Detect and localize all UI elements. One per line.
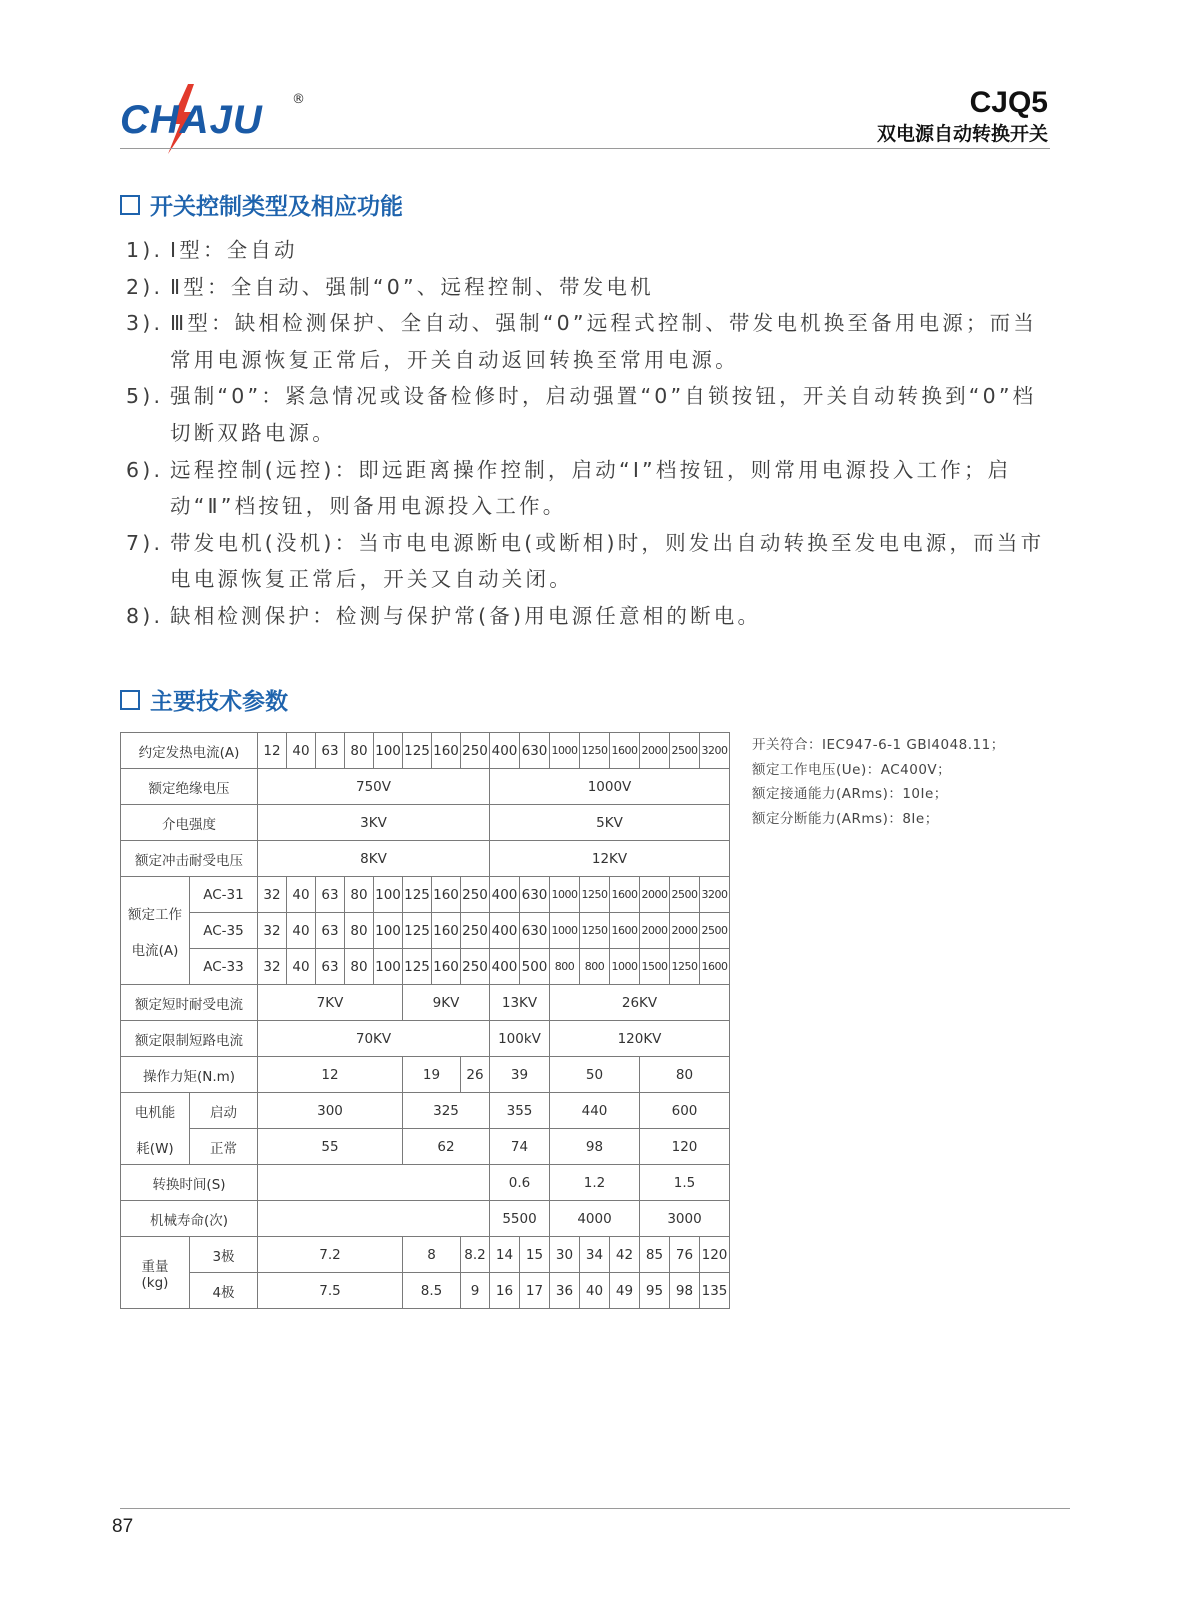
table-cell: 63 xyxy=(316,877,345,913)
table-row xyxy=(121,1021,730,1057)
table-cell: 3KV xyxy=(258,805,490,841)
table-cell: 76 xyxy=(670,1237,700,1273)
item-number: 3). xyxy=(126,311,164,336)
table-cell: 30 xyxy=(550,1237,580,1273)
model-number: CJQ5 xyxy=(969,86,1048,119)
table-cell: 8.2 xyxy=(461,1237,490,1273)
table-row xyxy=(121,1273,730,1309)
table-cell: 80 xyxy=(345,877,374,913)
table-cell: 50 xyxy=(550,1057,640,1093)
table-cell: 250 xyxy=(461,877,490,913)
table-cell: 19 xyxy=(403,1057,461,1093)
registered-mark: ® xyxy=(292,92,305,107)
table-cell: 100 xyxy=(374,913,403,949)
row-label: 额定绝缘电压 xyxy=(121,769,258,805)
sub-label: 启动 xyxy=(190,1093,258,1129)
table-cell: 1000 xyxy=(550,877,580,913)
table-cell: 125 xyxy=(403,877,432,913)
list-item xyxy=(126,598,1046,635)
table-cell: 4000 xyxy=(550,1201,640,1237)
table-cell: 630 xyxy=(520,877,550,913)
table-cell: 800 xyxy=(580,949,610,985)
brand-logo xyxy=(120,84,320,154)
table-cell: 2500 xyxy=(670,877,700,913)
label-line: 耗(W) xyxy=(136,1140,174,1157)
note-line: 开关符合：IEC947-6-1 GBl4048.11； xyxy=(752,737,1005,753)
table-cell: 55 xyxy=(258,1129,403,1165)
table-cell: 100 xyxy=(374,949,403,985)
item-text: 缺相检测保护：检测与保护常(备)用电源任意相的断电。 xyxy=(170,603,762,628)
table-cell: 750V xyxy=(258,769,490,805)
row-label: 额定冲击耐受电压 xyxy=(121,841,258,877)
table-cell: 120KV xyxy=(550,1021,730,1057)
table-cell: 2000 xyxy=(670,913,700,949)
table-cell: 3200 xyxy=(700,733,730,769)
table-cell: 63 xyxy=(316,913,345,949)
table-cell: 1.2 xyxy=(550,1165,640,1201)
label-line: (kg) xyxy=(141,1274,169,1291)
sub-label: 4极 xyxy=(190,1273,258,1309)
table-cell: 1250 xyxy=(580,913,610,949)
table-cell: 250 xyxy=(461,733,490,769)
item-number: 5). xyxy=(126,384,164,409)
header-divider xyxy=(120,148,1050,149)
item-number: 8). xyxy=(126,603,164,628)
table-cell: 100kV xyxy=(490,1021,550,1057)
table-cell: 62 xyxy=(403,1129,490,1165)
table-cell: 1000 xyxy=(550,733,580,769)
table-cell: 42 xyxy=(610,1237,640,1273)
table-cell: 1600 xyxy=(610,733,640,769)
table-cell: 400 xyxy=(490,949,520,985)
table-cell: 3200 xyxy=(700,877,730,913)
table-cell: 160 xyxy=(432,877,461,913)
table-cell: 2000 xyxy=(640,877,670,913)
table-cell: 1000 xyxy=(610,949,640,985)
row-label xyxy=(121,1093,190,1165)
table-cell: 49 xyxy=(610,1273,640,1309)
list-item xyxy=(126,305,1046,378)
table-cell: 32 xyxy=(258,877,287,913)
table-cell: 100 xyxy=(374,877,403,913)
table-cell: 400 xyxy=(490,733,520,769)
table-cell: 26KV xyxy=(550,985,730,1021)
table-cell: 40 xyxy=(287,949,316,985)
table-cell xyxy=(258,1165,490,1201)
table-cell: 7.2 xyxy=(258,1237,403,1273)
table-cell: 2000 xyxy=(640,913,670,949)
table-cell: 98 xyxy=(670,1273,700,1309)
section-title-specs xyxy=(120,683,288,716)
table-cell: 1000 xyxy=(550,913,580,949)
table-row xyxy=(121,985,730,1021)
table-cell: 160 xyxy=(432,949,461,985)
table-cell: 17 xyxy=(520,1273,550,1309)
label-line: 电机能 xyxy=(134,1104,176,1121)
table-cell: 95 xyxy=(640,1273,670,1309)
table-row xyxy=(121,1093,730,1129)
table-cell: 85 xyxy=(640,1237,670,1273)
table-cell: 12 xyxy=(258,1057,403,1093)
sub-label: AC-33 xyxy=(190,949,258,985)
logo-text: CHAJU xyxy=(120,98,263,142)
table-cell: 1250 xyxy=(670,949,700,985)
table-cell: 12KV xyxy=(490,841,730,877)
table-cell: 3000 xyxy=(640,1201,730,1237)
table-cell: 5KV xyxy=(490,805,730,841)
table-cell: 8 xyxy=(403,1237,461,1273)
table-cell: 1500 xyxy=(640,949,670,985)
item-text: 远程控制(远控)：即远距离操作控制，启动“Ⅰ”档按钮，则常用电源投入工作；启动“Ⅱ”档按钮，则备用电源投入工作。 xyxy=(170,457,1012,519)
list-item xyxy=(126,378,1046,451)
table-cell: 13KV xyxy=(490,985,550,1021)
table-cell: 250 xyxy=(461,949,490,985)
list-item xyxy=(126,452,1046,525)
table-cell: 120 xyxy=(640,1129,730,1165)
row-label: 转换时间(S) xyxy=(121,1165,258,1201)
sub-label: 正常 xyxy=(190,1129,258,1165)
list-item xyxy=(126,525,1046,598)
table-cell: 0.6 xyxy=(490,1165,550,1201)
label-line: 电流(A) xyxy=(131,942,179,959)
table-cell: 630 xyxy=(520,733,550,769)
table-cell: 2500 xyxy=(670,733,700,769)
table-cell: 1600 xyxy=(610,877,640,913)
table-cell: 1.5 xyxy=(640,1165,730,1201)
table-cell: 135 xyxy=(700,1273,730,1309)
table-cell: 63 xyxy=(316,949,345,985)
table-cell: 125 xyxy=(403,949,432,985)
section-title-text: 主要技术参数 xyxy=(150,689,288,715)
row-label: 额定限制短路电流 xyxy=(121,1021,258,1057)
table-cell: 36 xyxy=(550,1273,580,1309)
item-number: 7). xyxy=(126,530,164,555)
table-cell: 250 xyxy=(461,913,490,949)
item-text: 强制“0”：紧急情况或设备检修时，启动强置“0”自锁按钮，开关自动转换到“0”档切断双路电源。 xyxy=(170,384,1037,445)
table-cell: 74 xyxy=(490,1129,550,1165)
product-subtitle: 双电源自动转换开关 xyxy=(876,123,1048,145)
table-cell: 14 xyxy=(490,1237,520,1273)
footer-divider xyxy=(120,1508,1070,1509)
table-row xyxy=(121,805,730,841)
table-cell: 80 xyxy=(345,913,374,949)
note-line: 额定工作电压(Ue)：AC400V； xyxy=(752,761,952,778)
checkbox-square-icon xyxy=(120,195,140,215)
row-label: 约定发热电流(A) xyxy=(121,733,258,769)
table-row xyxy=(121,1057,730,1093)
table-cell: 400 xyxy=(490,877,520,913)
table-row xyxy=(121,733,730,769)
row-label: 操作力矩(N.m) xyxy=(121,1057,258,1093)
table-cell: 98 xyxy=(550,1129,640,1165)
table-cell: 80 xyxy=(640,1057,730,1093)
spec-table xyxy=(120,732,730,1309)
table-cell: 26 xyxy=(461,1057,490,1093)
table-row xyxy=(121,1165,730,1201)
note-line: 额定接通能力(ARms)：10Ie； xyxy=(752,786,948,802)
table-cell: 8.5 xyxy=(403,1273,461,1309)
table-cell: 80 xyxy=(345,733,374,769)
table-row xyxy=(121,769,730,805)
spec-notes xyxy=(752,733,1005,831)
section-title-text: 开关控制类型及相应功能 xyxy=(150,194,403,220)
table-cell: 100 xyxy=(374,733,403,769)
sub-label: AC-35 xyxy=(190,913,258,949)
table-cell: 1000V xyxy=(490,769,730,805)
table-cell: 300 xyxy=(258,1093,403,1129)
row-label xyxy=(121,1237,190,1309)
table-cell: 125 xyxy=(403,733,432,769)
table-cell: 1250 xyxy=(580,733,610,769)
list-item xyxy=(126,269,1046,306)
table-cell: 325 xyxy=(403,1093,490,1129)
table-cell: 500 xyxy=(520,949,550,985)
table-cell: 600 xyxy=(640,1093,730,1129)
section-title-functions xyxy=(120,188,403,221)
note-line: 额定分断能力(ARms)：8Ie； xyxy=(752,810,939,827)
table-row xyxy=(121,877,730,913)
table-cell: 63 xyxy=(316,733,345,769)
table-cell: 16 xyxy=(490,1273,520,1309)
table-cell: 80 xyxy=(345,949,374,985)
table-cell: 1600 xyxy=(610,913,640,949)
row-label: 机械寿命(次) xyxy=(121,1201,258,1237)
table-cell xyxy=(258,1201,490,1237)
table-cell: 2000 xyxy=(640,733,670,769)
item-number: 2). xyxy=(126,274,164,299)
table-row xyxy=(121,1129,730,1165)
table-cell: 70KV xyxy=(258,1021,490,1057)
checkbox-square-icon xyxy=(120,690,140,710)
row-label: 介电强度 xyxy=(121,805,258,841)
table-cell: 40 xyxy=(287,877,316,913)
sub-label: AC-31 xyxy=(190,877,258,913)
table-cell: 800 xyxy=(550,949,580,985)
item-text: 带发电机(没机)：当市电电源断电(或断相)时，则发出自动转换至发电电源，而当市电电源恢复正常后，开关又自动关闭。 xyxy=(170,530,1045,592)
sub-label: 3极 xyxy=(190,1237,258,1273)
table-cell: 125 xyxy=(403,913,432,949)
table-cell: 39 xyxy=(490,1057,550,1093)
table-cell: 630 xyxy=(520,913,550,949)
item-number: 6). xyxy=(126,457,164,482)
table-cell: 15 xyxy=(520,1237,550,1273)
table-cell: 1600 xyxy=(700,949,730,985)
table-cell: 40 xyxy=(580,1273,610,1309)
item-number: 1). xyxy=(126,238,164,262)
table-row xyxy=(121,913,730,949)
table-cell: 160 xyxy=(432,913,461,949)
table-cell: 32 xyxy=(258,949,287,985)
row-label: 额定短时耐受电流 xyxy=(121,985,258,1021)
table-cell: 8KV xyxy=(258,841,490,877)
item-text: Ⅲ型：缺相检测保护、全自动、强制“0”远程式控制、带发电机换至备用电源；而当常用电源恢复正常后，开关自动返回转换至常用电源。 xyxy=(170,311,1038,372)
page-number: 87 xyxy=(112,1516,134,1537)
item-text: Ⅱ型：全自动、强制“0”、远程控制、带发电机 xyxy=(170,274,654,299)
table-cell: 32 xyxy=(258,913,287,949)
table-row xyxy=(121,949,730,985)
table-cell: 34 xyxy=(580,1237,610,1273)
table-cell: 9 xyxy=(461,1273,490,1309)
list-item xyxy=(126,232,1046,269)
table-cell: 7.5 xyxy=(258,1273,403,1309)
table-cell: 160 xyxy=(432,733,461,769)
table-cell: 40 xyxy=(287,733,316,769)
table-row xyxy=(121,1201,730,1237)
table-cell: 120 xyxy=(700,1237,730,1273)
item-text: Ⅰ型：全自动 xyxy=(170,238,298,262)
row-label xyxy=(121,877,190,985)
table-cell: 7KV xyxy=(258,985,403,1021)
table-cell: 9KV xyxy=(403,985,490,1021)
table-cell: 400 xyxy=(490,913,520,949)
table-cell: 440 xyxy=(550,1093,640,1129)
table-cell: 355 xyxy=(490,1093,550,1129)
label-line: 重量 xyxy=(141,1258,169,1275)
table-cell: 40 xyxy=(287,913,316,949)
table-cell: 12 xyxy=(258,733,287,769)
function-list xyxy=(126,232,1046,635)
label-line: 额定工作 xyxy=(128,906,182,923)
table-row xyxy=(121,841,730,877)
table-cell: 1250 xyxy=(580,877,610,913)
table-cell: 5500 xyxy=(490,1201,550,1237)
table-cell: 2500 xyxy=(700,913,730,949)
table-row xyxy=(121,1237,730,1273)
